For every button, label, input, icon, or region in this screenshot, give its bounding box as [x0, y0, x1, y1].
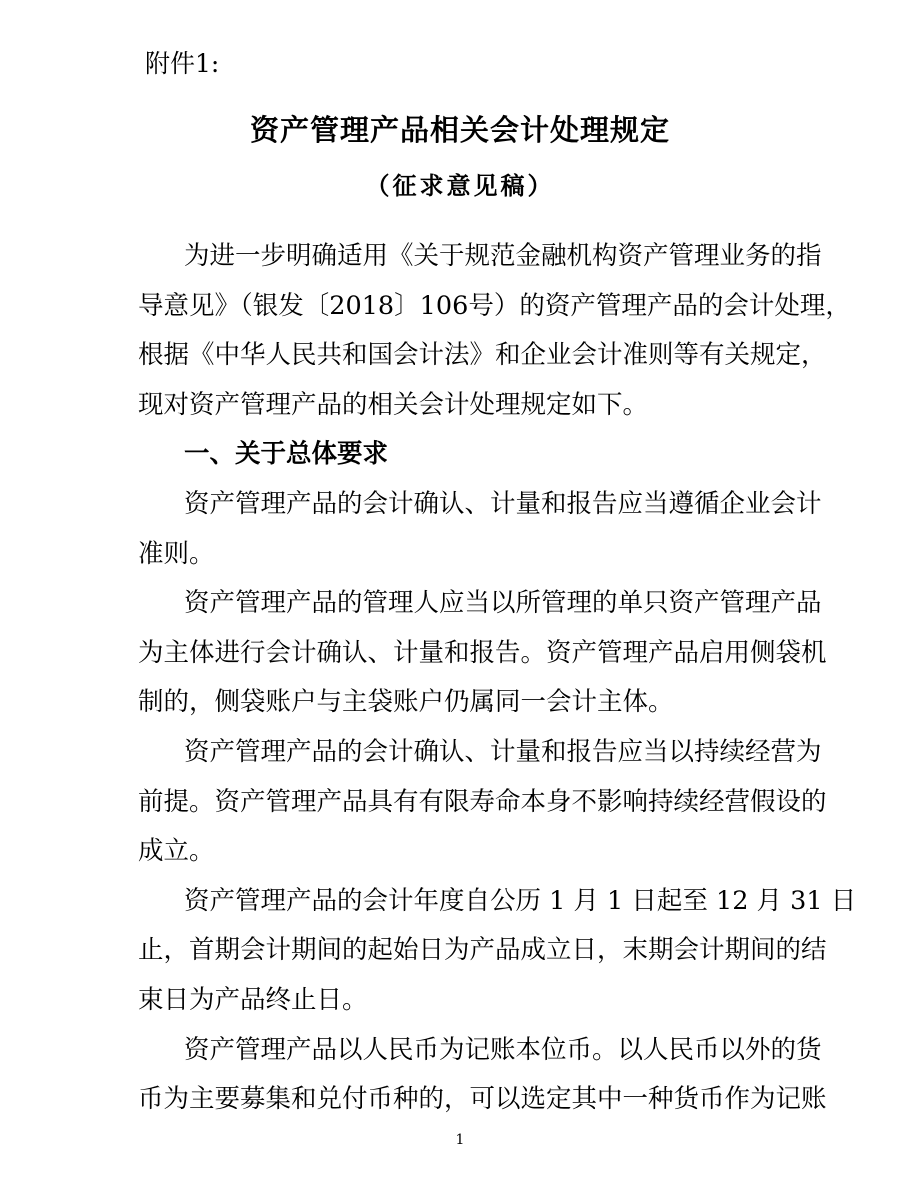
text-line: 资产管理产品的会计年度自公历 1 月 1 日起至 12 月 31 日 — [184, 885, 857, 916]
text-line: 现对资产管理产品的相关会计处理规定如下。 — [138, 389, 649, 420]
document-subtitle: （征求意见稿） — [365, 171, 555, 200]
text-line: 资产管理产品的会计确认、计量和报告应当遵循企业会计 — [184, 488, 822, 519]
text-line: 币为主要募集和兑付币种的，可以选定其中一种货币作为记账 — [138, 1084, 827, 1115]
text-line: 止，首期会计期间的起始日为产品成立日，末期会计期间的结 — [138, 935, 827, 966]
document-body — [138, 232, 857, 1125]
text-line: 资产管理产品的管理人应当以所管理的单只资产管理产品 — [184, 588, 822, 619]
text-line: 导意见》（银发〔2018〕106号）的资产管理产品的会计处理， — [138, 290, 851, 321]
text-line: 为进一步明确适用《关于规范金融机构资产管理业务的指 — [184, 241, 822, 271]
document-title: 资产管理产品相关会计处理规定 — [249, 113, 670, 147]
text-line: 资产管理产品以人民币为记账本位币。以人民币以外的货 — [184, 1034, 822, 1065]
text-line: 准则。 — [138, 538, 215, 569]
attachment-label: 附件1: — [145, 49, 220, 78]
text-line: 前提。资产管理产品具有有限寿命本身不影响持续经营假设的 — [138, 786, 827, 817]
page-number: 1 — [455, 1132, 465, 1148]
text-line: 制的，侧袋账户与主袋账户仍属同一会计主体。 — [138, 687, 674, 718]
section-heading: 一、关于总体要求 — [184, 439, 389, 470]
text-line: 为主体进行会计确认、计量和报告。资产管理产品启用侧袋机 — [138, 637, 827, 668]
text-line: 成立。 — [138, 836, 215, 867]
text-line: 根据《中华人民共和国会计法》和企业会计准则等有关规定， — [138, 340, 827, 371]
text-line: 资产管理产品的会计确认、计量和报告应当以持续经营为 — [184, 736, 822, 767]
text-line: 束日为产品终止日。 — [138, 984, 368, 1015]
